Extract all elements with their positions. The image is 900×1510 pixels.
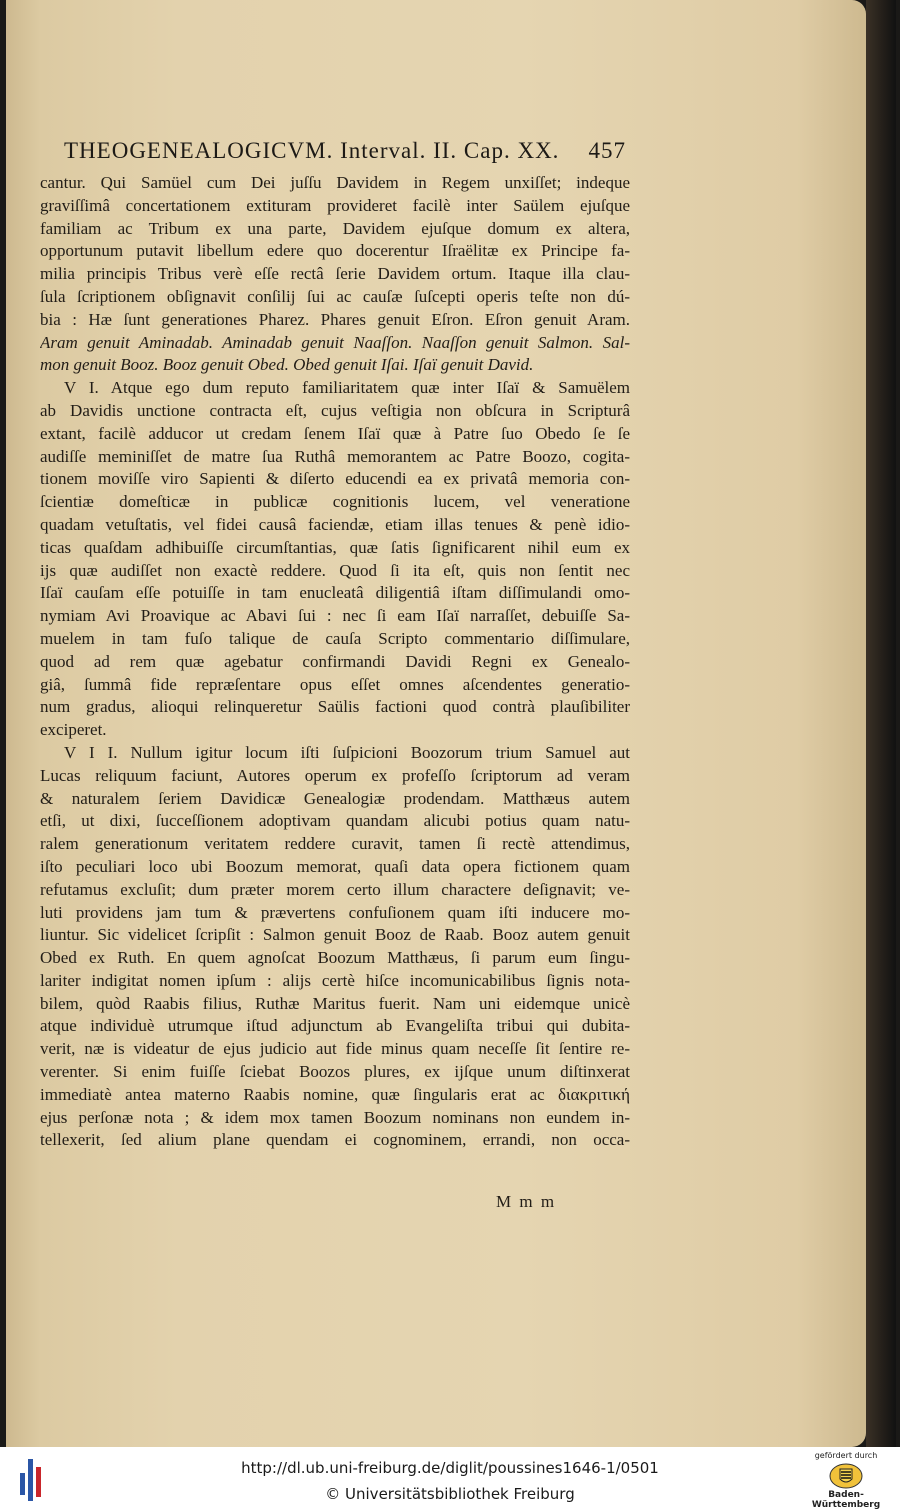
text-line: Aram genuit Aminadab. Aminadab genuit Naaſſon. Naaſſon genuit Salmon. Sal- [40,332,630,352]
text-line: ticas quaſdam adhibuiſſe circumſtantias, quæ ſatis ſignificarent nihil eum ex [40,537,630,557]
text-line: muelem in tam fuſo talique de cauſa Scripto commentario diſſimulare, [40,628,630,648]
page-edge-shadow [866,0,896,1447]
page-number: 457 [588,138,626,163]
text-line: mon genuit Booz. Booz genuit Obed. Obed genuit Iſai. Iſaï genuit David. [40,355,534,375]
text-line: cantur. Qui Samüel cum Dei juſſu Davidem in Regem unxiſſet; indeque [40,173,630,192]
text-line: ſula ſcriptionem obſignavit conſilij ſui ac cauſæ ſuſcepti operis teſte non dú- [40,286,630,306]
text-line: luti providens jam tum & prævertens confuſionem quam iſti inducere mo- [40,902,630,922]
text-line: bilem, quòd Raabis filius, Ruthæ Maritus fuerit. Nam uni eidemque unicè [40,993,630,1013]
text-line: iſto peculiari loco ubi Boozum memorat, quaſi data opera fictionem quam [40,856,630,876]
text-line: immediatè antea materno Raabis nomine, quæ ſingularis erat ac διακριτική [40,1084,630,1104]
text-line: refutamus excluſit; dum præter morem certo illum charactere deſignavit; ve- [40,879,630,899]
viewer-footer [0,1447,900,1510]
text-line: tionem moviſſe viro Sapienti & diſerto educendi ea ex privatâ memoria con- [40,469,630,489]
text-line: tellexerit, ſed alium plane quendam ei cognominem, errandi, non occa- [40,1130,630,1150]
text-line: liuntur. Sic videlicet ſcripſit : Salmon genuit Booz de Raab. Booz autem genuit [40,925,630,945]
text-line: quadam vetuſtatis, vel fidei causâ faciendæ, etiam illas tenues & penè idio- [40,514,630,534]
text-line: graviſſimâ concertationem extituram provideret facilè inter Saülem ejuſque [40,195,630,215]
text-line: milia principis Tribus verè eſſe rectâ ſerie Davidem ortum. Itaque illa clau- [40,264,630,284]
text-line: V I. Atque ego dum reputo familiaritatem quæ inter Iſaï & Samuëlem [64,378,630,398]
text-line: familiam ac Tribum ex una parte, Davidem ejuſque domum ex altera, [40,218,630,238]
running-head-title: THEOGENEALOGICVM. Interval. II. Cap. XX. [64,138,560,163]
text-line: verenter. Si enim fuiſſe ſciebat Boozos plures, ex ijſque unum diſtinxerat [40,1062,630,1082]
text-line: exciperet. [40,720,107,740]
text-line: Lucas reliquum faciunt, Autores operum ex profeſſo ſcriptorum ad veram [40,765,630,785]
text-line: ijs quæ audiſſet non exactè reddere. Quod ſi ita eſt, quis non ſentit nec [40,560,630,580]
text-line: ab Davidis unctione contracta eſt, cujus veſtigia non obſcura in Scripturâ [40,400,630,420]
signature-mark: M m m [496,1192,557,1211]
text-line: ejus perſonæ nota ; & idem mox tamen Boozum nominans non eundem in- [40,1107,630,1127]
text-line: giâ, ſummâ fide repræſentare opus eſſet omnes aſcendentes generatio- [40,674,630,694]
text-line: Obed ex Ruth. En quem agnoſcat Boozum Matthæus, ſi parum eum ſingu- [40,948,630,968]
running-header [64,138,634,168]
text-line: atque individuè utrumque iſtud adjunctum ab Evangeliſta tribui qui dubita- [40,1016,630,1036]
sponsor-label: gefördert durch [814,1451,878,1460]
text-line: extant, facilè adducor ut credam ſenem Iſaï quæ à Patre ſuo Obedo ſe ſe [40,423,630,443]
text-line: audiſſe meminiſſet de matre ſua Ruthâ memorantem ac Patre Boozo, cogita- [40,446,630,466]
copyright-notice: © Universitätsbibliothek Freiburg [325,1485,575,1503]
text-line: quod ad rem quæ agebatur confirmandi Davidi Regni ex Genealo- [40,651,630,671]
text-line: opportunum putavit libellum edere quo docerentur Iſraëlitæ ex Principe fa- [40,241,630,261]
text-line: ſcientiæ domeſticæ in publicæ cognitionis lucem, vel veneratione [40,492,630,512]
sponsor-name: Baden-Württemberg [811,1490,881,1510]
text-line: nymiam Avi Proavique ac Abavi ſui : nec ſi eam Iſaï narraſſet, debuiſſe Sa- [40,606,630,626]
permalink-url[interactable]: http://dl.ub.uni-freiburg.de/diglit/poussines1646-1/0501 [241,1459,659,1477]
coat-of-arms-icon [829,1463,863,1489]
text-line: bia : Hæ ſunt generationes Pharez. Phares genuit Eſron. Eſron genuit Aram. [40,309,630,329]
text-line: & naturalem ſeriem Davidicæ Genealogiæ prodendam. Matthæus autem [40,788,630,808]
text-line: verit, næ is videatur de ejus judicio aut fide minus quam neceſſe ſit ſentire re- [40,1039,630,1059]
text-line: Iſaï cauſam eſſe potuiſſe in tam enucleatâ diligentiâ iſtam diſſimulandi omo- [40,583,630,603]
text-line: V I I. Nullum igitur locum iſti ſuſpicioni Boozorum trium Samuel aut [64,742,630,762]
sponsor-block [798,1451,894,1510]
text-line: num gradus, alioqui relinqueretur Saülis factioni quod contrà plauſibiliter [40,697,630,717]
body-text [40,172,630,1152]
text-line: lariter indigitat nomen ipſum : alijs certè hiſce incomunicabilibus ſignis nota- [40,970,630,990]
text-line: etſi, ut dixi, ſucceſſionem adoptivam quandam alicubi potius quam natu- [40,811,630,831]
text-line: ralem generationum veritatem reddere curavit, tamen ſi rectè attendimus, [40,834,630,854]
